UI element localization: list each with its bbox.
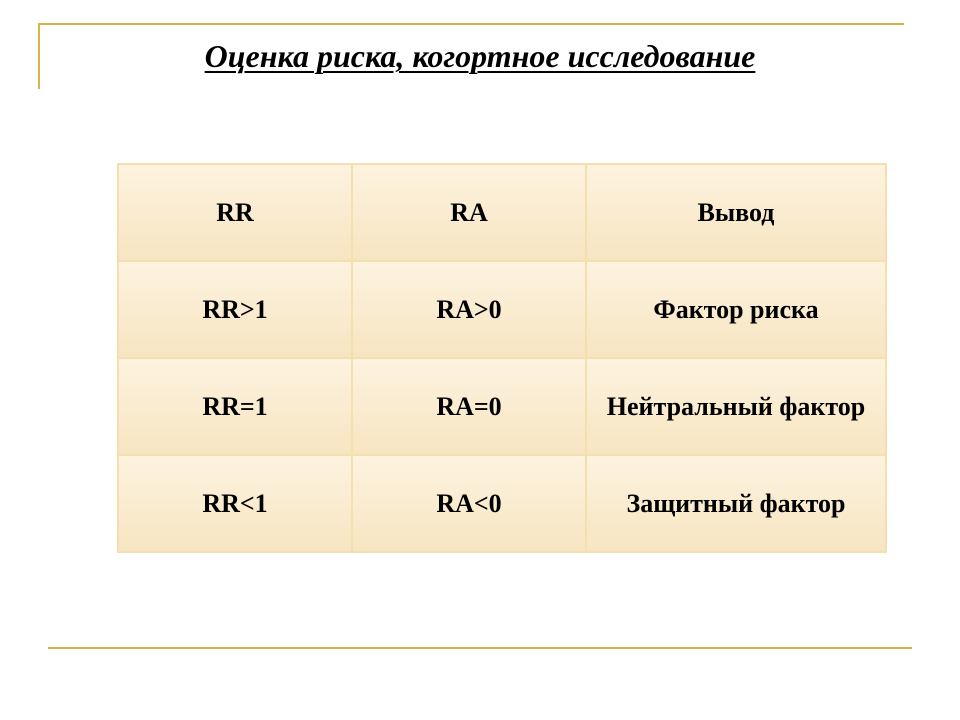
cell-conclusion: Защитный фактор — [586, 455, 886, 552]
cell-rr: RR=1 — [118, 358, 352, 455]
cell-conclusion: Нейтральный фактор — [586, 358, 886, 455]
table-row — [118, 358, 886, 455]
cell-rr: RR<1 — [118, 455, 352, 552]
cell-conclusion: Фактор риска — [586, 261, 886, 358]
risk-assessment-table — [117, 163, 887, 553]
cell-ra: RA<0 — [352, 455, 586, 552]
frame-bottom-line — [48, 647, 912, 649]
slide-title: Оценка риска, когортное исследование — [204, 38, 756, 74]
cell-rr: RR>1 — [118, 261, 352, 358]
table-header-row — [118, 164, 886, 261]
header-cell-rr: RR — [118, 164, 352, 261]
table-row — [118, 261, 886, 358]
table-row — [118, 455, 886, 552]
header-cell-ra: RA — [352, 164, 586, 261]
cell-ra: RA=0 — [352, 358, 586, 455]
header-cell-conclusion: Вывод — [586, 164, 886, 261]
cell-ra: RA>0 — [352, 261, 586, 358]
frame-top-line — [40, 23, 904, 25]
